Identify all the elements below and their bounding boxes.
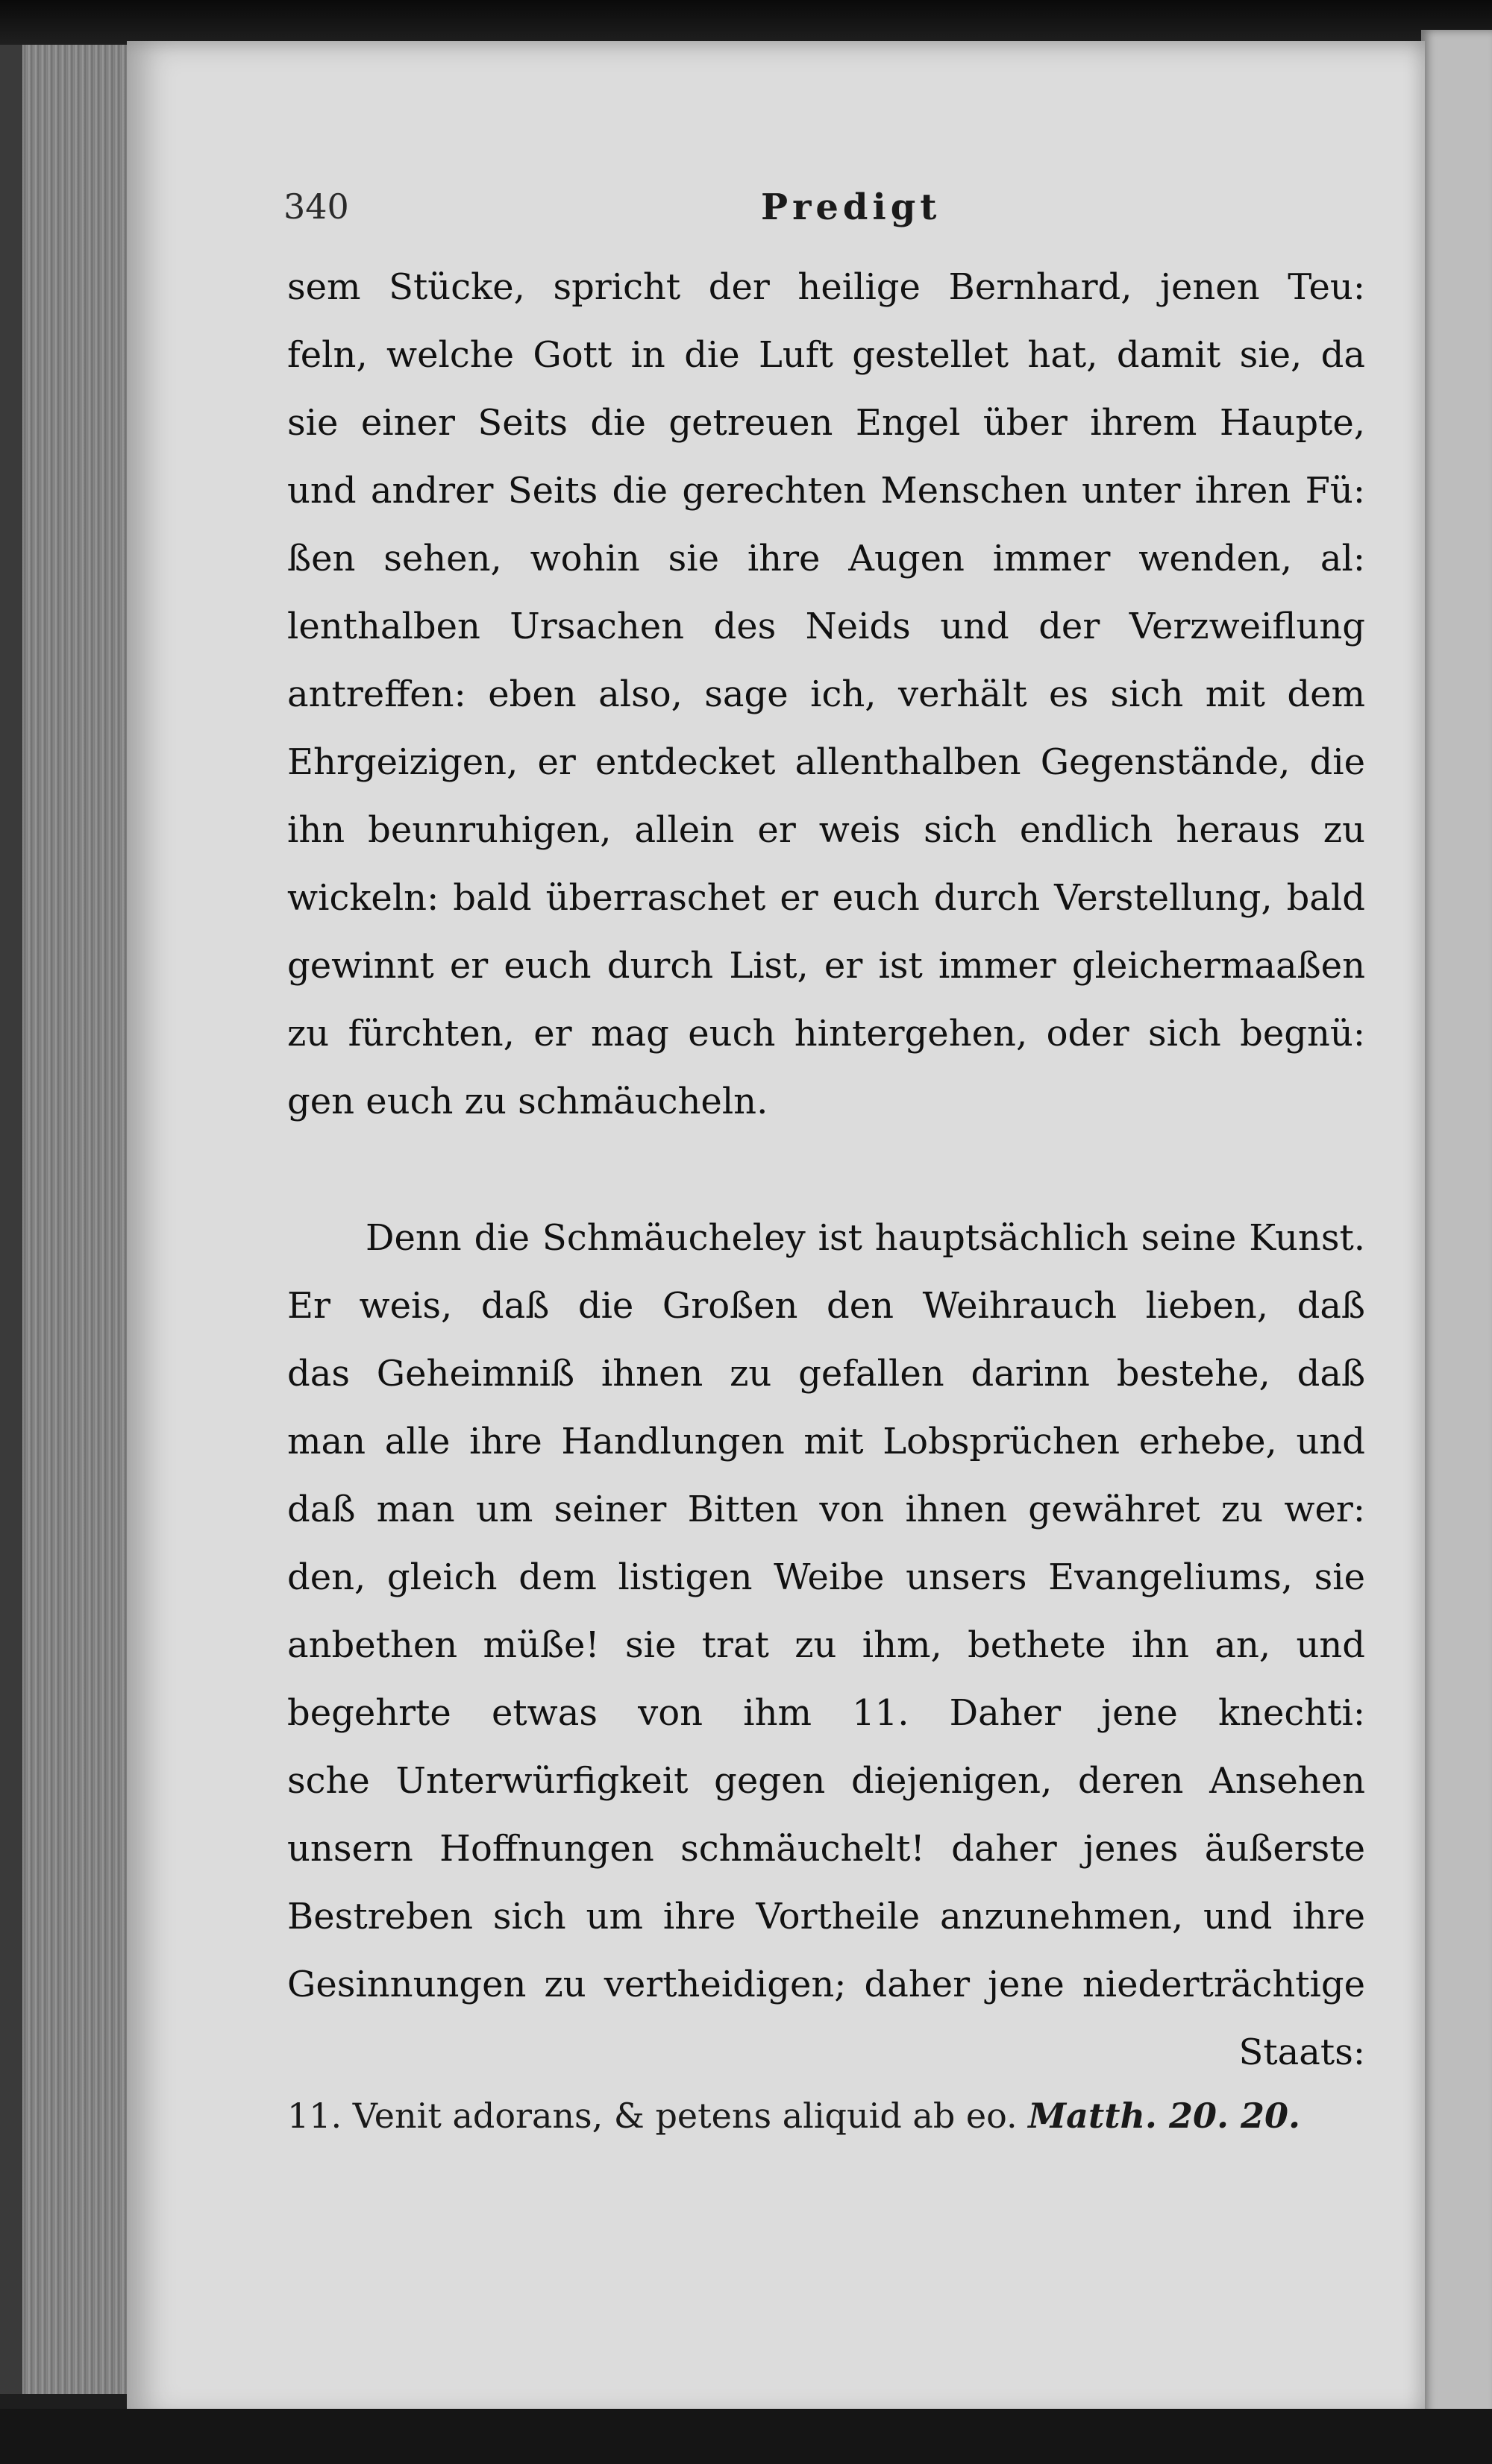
- text-line: den, gleich dem listigen Weibe unsers Evangeliums, sie: [287, 1556, 1365, 1598]
- footnote-reference: Matth. 20. 20.: [1028, 2096, 1301, 2136]
- paragraph-gap: [287, 1136, 1365, 1204]
- text-line: gewinnt er euch durch List, er ist immer gleichermaaßen: [287, 945, 1365, 987]
- text-line: man alle ihre Handlungen mit Lobsprüchen erhebe, und: [287, 1421, 1365, 1462]
- footnote: [287, 2096, 1365, 2136]
- text-line: antreffen: eben also, sage ich, verhält es sich mit dem: [287, 673, 1365, 715]
- text-line: das Geheimniß ihnen zu gefallen darinn bestehe, daß: [287, 1353, 1365, 1395]
- text-line: sche Unterwürfigkeit gegen diejenigen, deren Ansehen: [287, 1760, 1365, 1802]
- text-line: begehrte etwas von ihm 11. Daher jene knechti:: [287, 1692, 1365, 1734]
- text-line: feln, welche Gott in die Luft gestellet hat, damit sie, da: [287, 334, 1365, 376]
- text-line: sem Stücke, spricht der heilige Bernhard, jenen Teu:: [287, 266, 1365, 308]
- running-head: Predigt: [761, 186, 941, 228]
- paragraph-1: [287, 254, 1365, 1136]
- text-line: anbethen müße! sie trat zu ihm, bethete ihn an, und: [287, 1624, 1365, 1666]
- facing-page-edge: [1421, 30, 1492, 2431]
- paragraph-2: [287, 1204, 1365, 2087]
- text-line: ihn beunruhigen, allein er weis sich endlich heraus zu: [287, 809, 1365, 851]
- text-line: wickeln: bald überraschet er euch durch Verstellung, bald: [287, 877, 1365, 919]
- text-line: lenthalben Ursachen des Neids und der Verzweiflung: [287, 606, 1365, 647]
- text-line: Bestreben sich um ihre Vortheile anzunehmen, und ihre: [287, 1896, 1365, 1937]
- body-text: [287, 254, 1365, 2087]
- text-line: gen euch zu schmäucheln.: [287, 1081, 768, 1122]
- text-line: daß man um seiner Bitten von ihnen gewähret zu wer:: [287, 1489, 1365, 1530]
- text-line: sie einer Seits die getreuen Engel über ihrem Haupte,: [287, 402, 1365, 444]
- footnote-marker: 11.: [287, 2096, 342, 2136]
- catchword: Staats:: [1238, 2031, 1365, 2073]
- text-line: zu fürchten, er mag euch hintergehen, oder sich begnü:: [287, 1013, 1365, 1055]
- text-line: Ehrgeizigen, er entdecket allenthalben Gegenstände, die: [287, 741, 1365, 783]
- page-header: [283, 186, 1365, 239]
- text-line: und andrer Seits die gerechten Menschen unter ihren Fü:: [287, 470, 1365, 512]
- text-line: unsern Hoffnungen schmäuchelt! daher jenes äußerste: [287, 1828, 1365, 1870]
- text-line: Denn die Schmäucheley ist hauptsächlich seine Kunst.: [366, 1217, 1365, 1259]
- footnote-text: Venit adorans, & petens aliquid ab eo.: [352, 2096, 1018, 2136]
- page-number: 340: [283, 186, 349, 227]
- text-line: Gesinnungen zu vertheidigen; daher jene niederträchtige: [287, 1964, 1365, 2005]
- book-bottom-shadow: [0, 2409, 1492, 2464]
- text-line: Er weis, daß die Großen den Weihrauch lieben, daß: [287, 1285, 1365, 1327]
- book-spine-edge: [0, 45, 22, 2394]
- text-line: ßen sehen, wohin sie ihre Augen immer wenden, al:: [287, 538, 1365, 579]
